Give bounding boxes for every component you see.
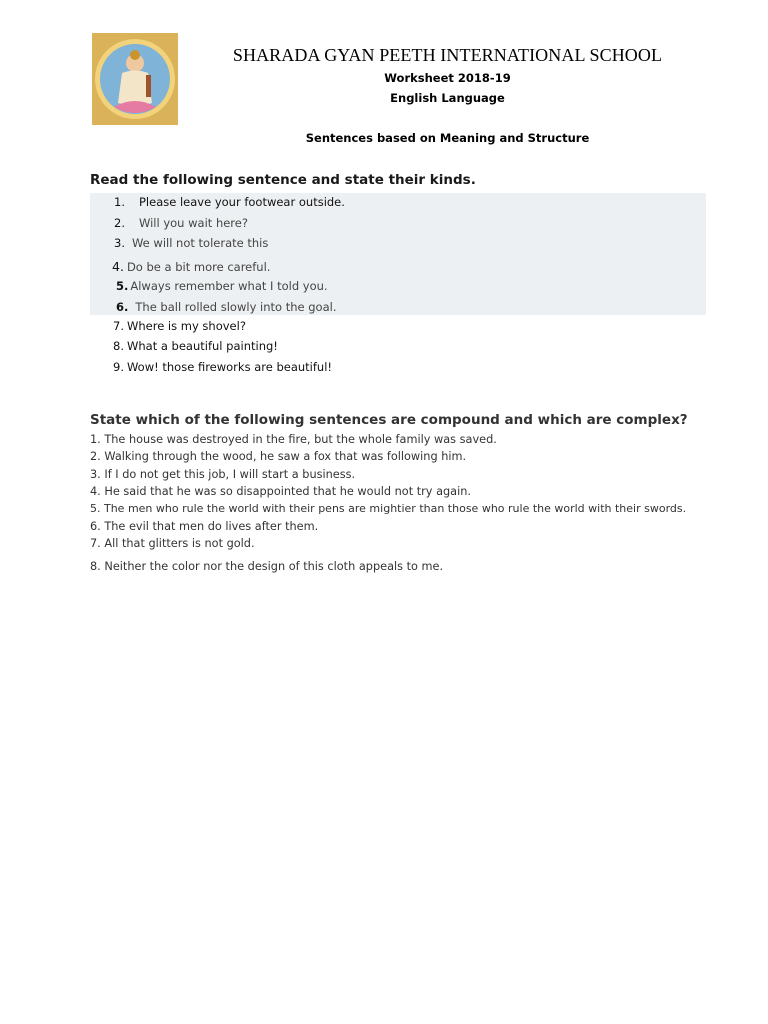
highlight-band [90, 193, 706, 315]
topic-title: Sentences based on Meaning and Structure [305, 131, 590, 145]
list-item: 8. Neither the color nor the design of this cloth appeals to me. [90, 560, 444, 573]
list-item: 2. Will you wait here? [114, 216, 248, 230]
list-item: 3. We will not tolerate this [114, 236, 269, 250]
saraswati-logo-icon [92, 33, 178, 125]
list-item: 1. The house was destroyed in the fire, but the whole family was saved. [90, 433, 497, 446]
list-item: 2. Walking through the wood, he saw a fox that was following him. [90, 450, 467, 463]
list-item: 7. All that glitters is not gold. [90, 537, 255, 550]
list-item: 6. The ball rolled slowly into the goal. [116, 300, 337, 314]
worksheet-year: Worksheet 2018-19 [384, 71, 511, 85]
school-logo [92, 33, 178, 125]
school-name: SHARADA GYAN PEETH INTERNATIONAL SCHOOL [232, 45, 663, 65]
section2-heading: State which of the following sentences are compound and which are complex? [90, 412, 688, 428]
list-item: 8. What a beautiful painting! [113, 339, 278, 353]
section1-heading: Read the following sentence and state their kinds. [90, 172, 476, 188]
list-item: 3. If I do not get this job, I will start a business. [90, 468, 356, 481]
list-item: 5. Always remember what I told you. [116, 279, 328, 293]
list-item: 7. Where is my shovel? [113, 319, 246, 333]
list-item: 4. Do be a bit more careful. [112, 259, 271, 274]
list-item: 6. The evil that men do lives after them. [90, 520, 319, 533]
subject-title: English Language [390, 91, 505, 105]
list-item: 9. Wow! those fireworks are beautiful! [113, 360, 333, 374]
list-item: 5. The men who rule the world with their pens are mightier than those who rule the world with their swords. [90, 502, 687, 515]
list-item: 1. Please leave your footwear outside. [114, 195, 345, 209]
list-item: 4. He said that he was so disappointed that he would not try again. [90, 485, 471, 498]
